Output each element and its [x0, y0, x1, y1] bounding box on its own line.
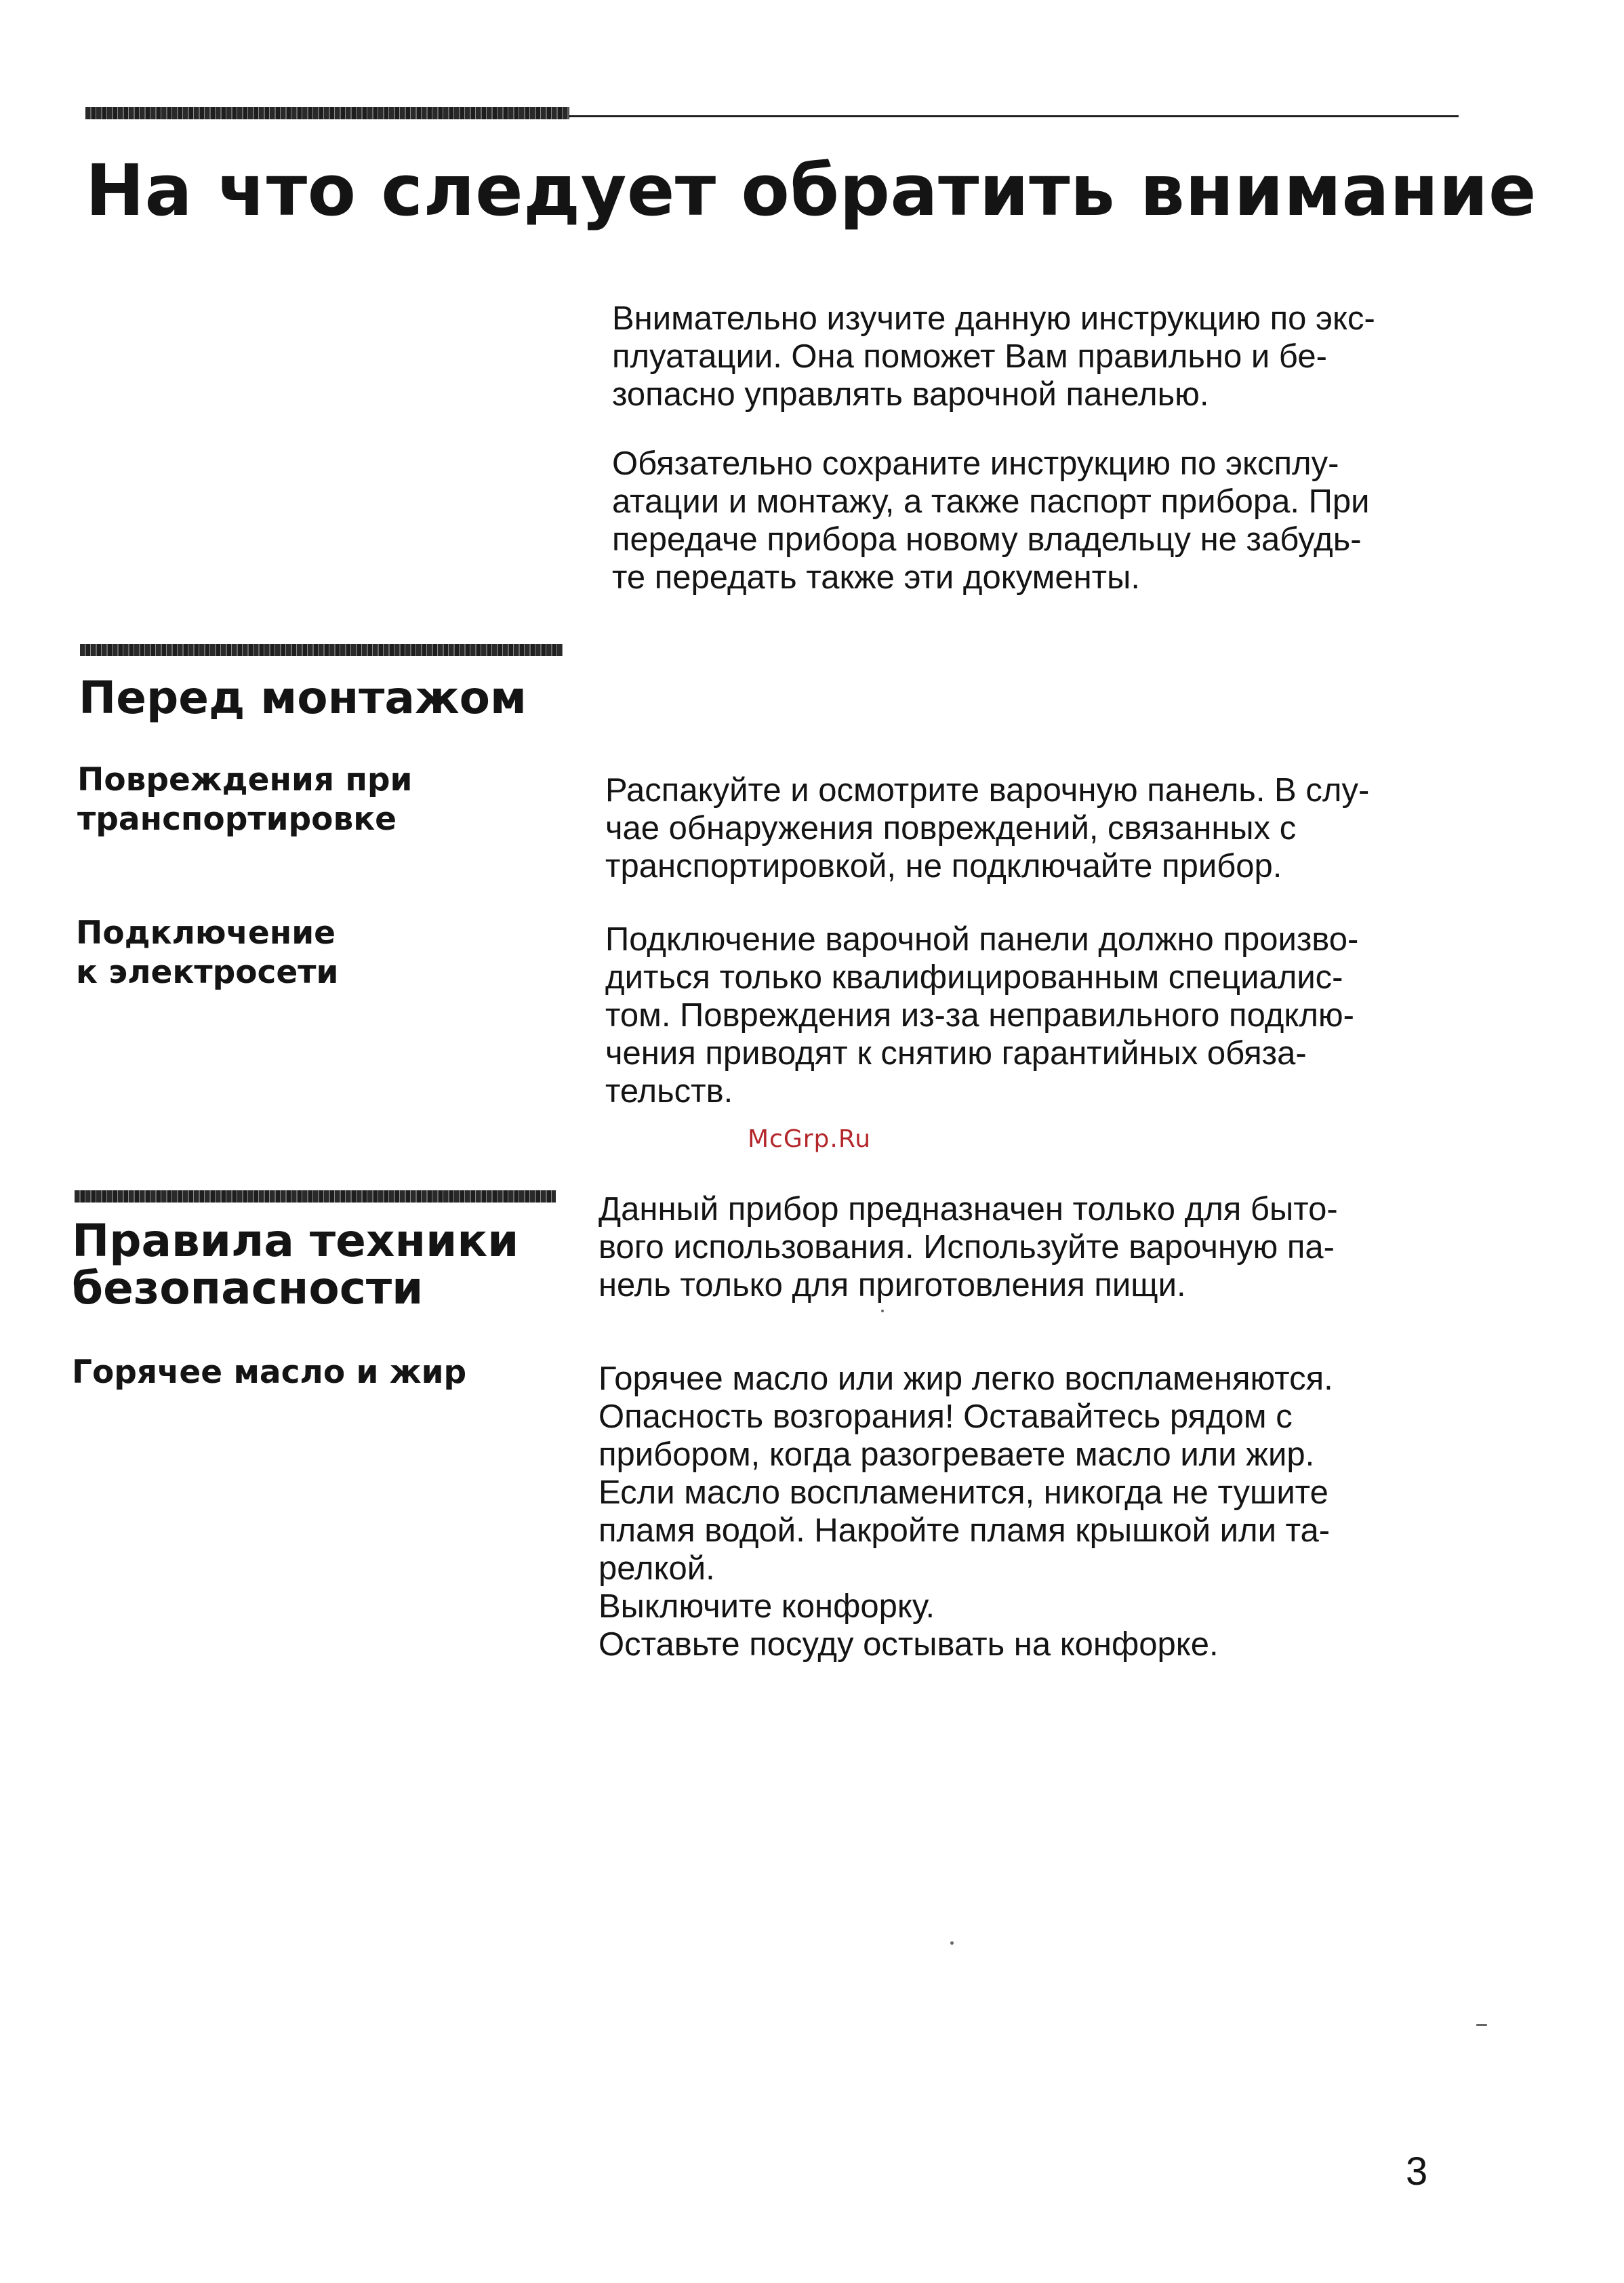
label-transport-damage: Повреждения при транспортировке: [77, 761, 413, 838]
section-bar-safety: [75, 1190, 556, 1203]
header-rule: [569, 115, 1459, 117]
watermark: McGrp.Ru: [748, 1125, 872, 1153]
scan-speck: [1476, 2024, 1487, 2026]
page-title: На что следует обратить внимание: [85, 149, 1537, 232]
label-electrical-connection: Подключение к электросети: [76, 914, 339, 991]
label-hot-oil: Горячее масло и жир: [72, 1354, 467, 1391]
page-number: 3: [1406, 2149, 1428, 2194]
intro-paragraph-1: Внимательно изучите данную инструкцию по экс- плуатации. Она поможет Вам правильно и бе- зопасно управлять варочной панелью.: [612, 300, 1375, 413]
text-electrical-connection: Подключение варочной панели должно произво- диться только квалифицированным специалис- том. Повреждения из-за неправильного подклю- чения приводят к снятию гарантийных обяза- тельств.: [605, 921, 1359, 1110]
intro-paragraph-2: Обязательно сохраните инструкцию по эксплу- атации и монтажу, а также паспорт прибора. При передаче прибора новому владельцу не забудь- те передать также эти документы.: [612, 445, 1370, 596]
scan-speck: [950, 1941, 954, 1945]
text-hot-oil: Горячее масло или жир легко воспламеняются. Опасность возгорания! Оставайтесь рядом с прибором, когда разогреваете масло или жир. Если масло воспламенится, никогда не тушите пламя водой. Накройте пламя крышкой или та- релкой. Выключите конфорку. Оставьте посуду остывать на конфорке.: [598, 1360, 1333, 1663]
section-heading-before-install: Перед монтажом: [79, 672, 527, 724]
text-safety-intro: Данный прибор предназначен только для быто- вого использования. Используйте варочную па- нель только для приготовления пищи.: [598, 1191, 1338, 1304]
scan-speck: [881, 1310, 884, 1312]
text-transport-damage: Распакуйте и осмотрите варочную панель. В слу- чае обнаружения повреждений, связанных с транспортировкой, не подключайте прибор.: [605, 772, 1370, 885]
section-heading-safety: Правила техники безопасности: [72, 1215, 519, 1314]
section-bar-before-install: [80, 644, 563, 656]
header-bar: [85, 107, 569, 119]
